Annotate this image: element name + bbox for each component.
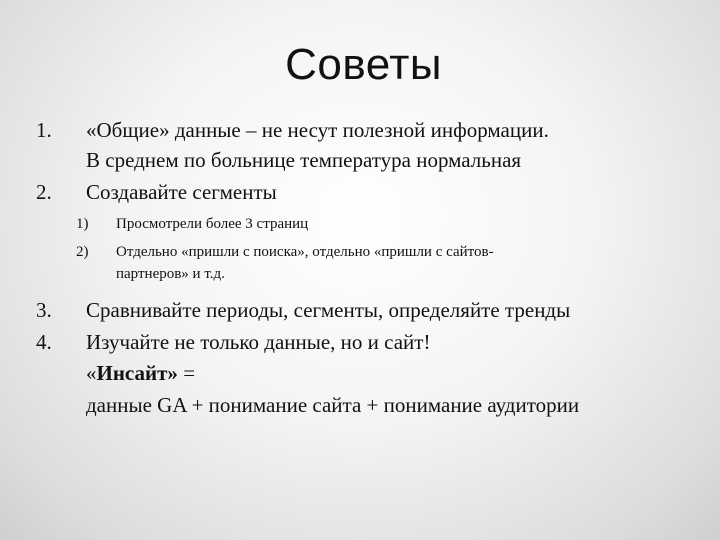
subitem-1-marker: 1)	[76, 216, 89, 232]
subitem-2-line-1: Отдельно «пришли с поиска», отдельно «пришли с сайтов-	[116, 244, 494, 260]
subitem-2-line-2: партнеров» и т.д.	[116, 266, 225, 282]
item-2-line-1: Создавайте сегменты	[86, 180, 277, 204]
insight-open-quote: «	[86, 361, 97, 385]
item-1-marker: 1.	[36, 118, 52, 142]
item-4-marker: 4.	[36, 330, 52, 354]
insight-equals: =	[177, 361, 196, 385]
item-1-line-2: В среднем по больнице температура нормальная	[86, 148, 522, 172]
subitem-1-line-1: Просмотрели более 3 страниц	[116, 216, 309, 232]
item-2-marker: 2.	[36, 180, 52, 204]
item-1-line-1: «Общие» данные – не несут полезной информации.	[86, 118, 549, 142]
insight-word: Инсайт»	[96, 361, 178, 385]
insight-line	[86, 361, 195, 386]
item-3-marker: 3.	[36, 298, 52, 322]
insight-formula: данные GA + понимание сайта + понимание аудитории	[86, 393, 580, 417]
slide-title: Советы	[285, 40, 442, 89]
item-4-line-1: Изучайте не только данные, но и сайт!	[86, 330, 431, 354]
subitem-2-marker: 2)	[76, 244, 89, 260]
item-3-line-1: Сравнивайте периоды, сегменты, определяйте тренды	[86, 298, 571, 322]
